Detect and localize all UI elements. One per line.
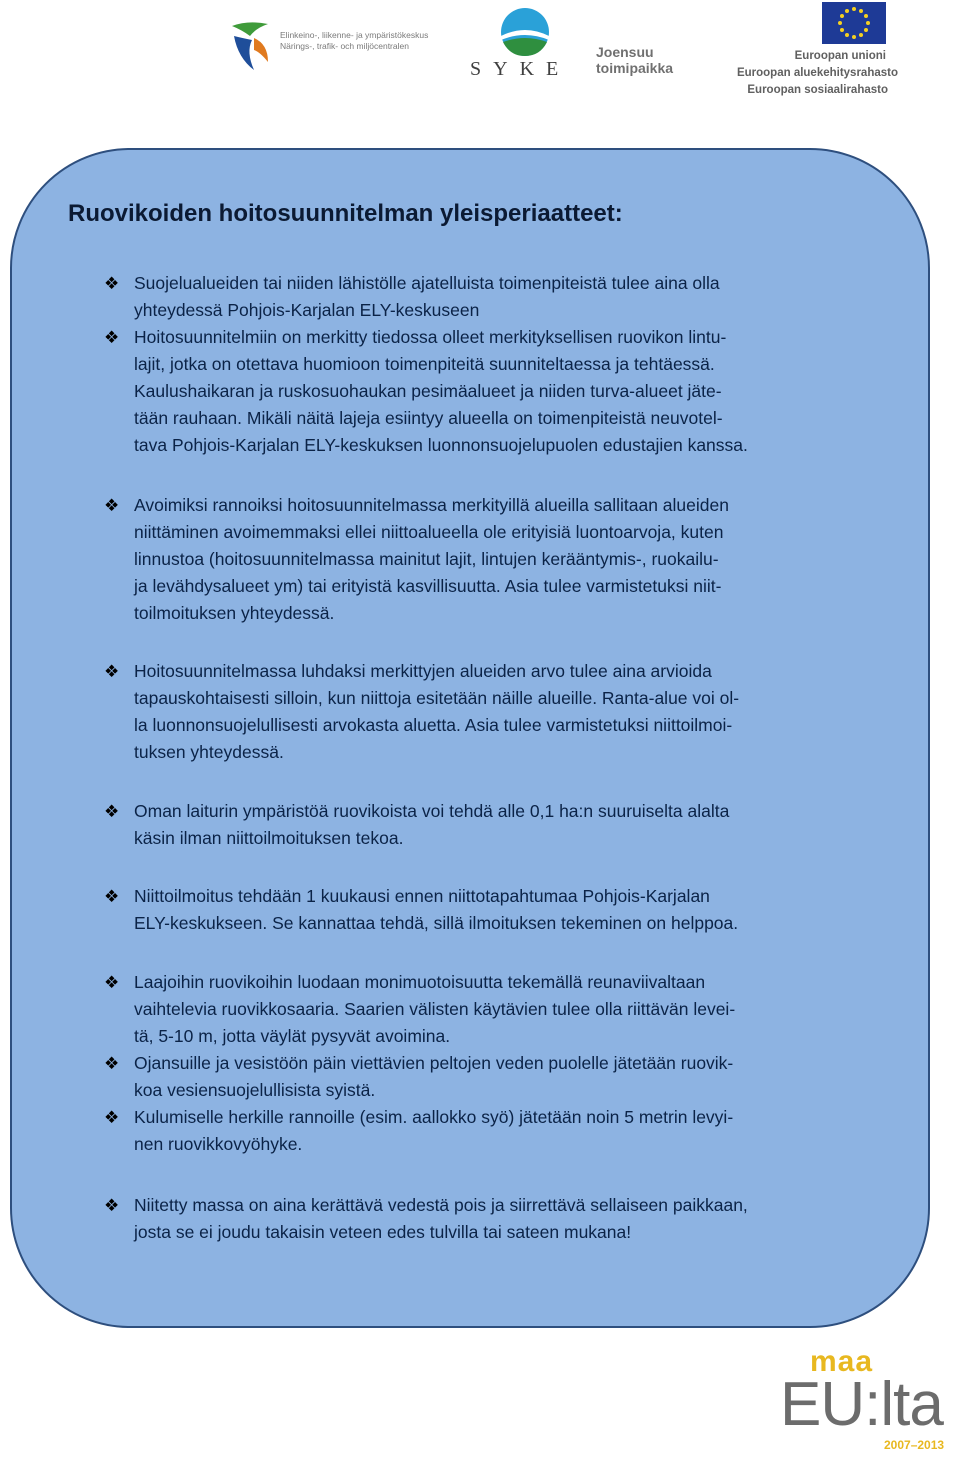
guideline-line: koa vesiensuojelullisista syistä. bbox=[134, 1080, 376, 1100]
guideline-item bbox=[134, 1050, 874, 1104]
ely-emblem-icon bbox=[228, 18, 276, 76]
guideline-item bbox=[134, 969, 874, 1050]
guideline-item bbox=[134, 798, 874, 852]
eu-line1: Euroopan unioni bbox=[794, 50, 886, 62]
guideline-line: linnustoa (hoitosuunnitelmassa mainitut lajit, lintujen kerääntymis-, ruokailu- bbox=[134, 549, 719, 569]
bullet-icon: ❖ bbox=[104, 274, 120, 293]
guideline-line: Niitetty massa on aina kerättävä vedestä pois ja siirrettävä sellaiseen paikkaan, bbox=[134, 1195, 748, 1215]
guideline-line: Suojelualueiden tai niiden lähistölle ajatelluista toimenpiteistä tulee aina olla bbox=[134, 273, 720, 293]
guideline-line: la luonnonsuojelullisesti arvokasta aluetta. Asia tulee varmistetuksi niittoilmoi- bbox=[134, 715, 733, 735]
bullet-icon: ❖ bbox=[104, 328, 120, 347]
bullet-icon: ❖ bbox=[104, 1108, 120, 1127]
guideline-line: tapauskohtaisesti silloin, kun niittoja esitetään näille alueille. Ranta-alue voi ol- bbox=[134, 688, 740, 708]
guideline-line: käsin ilman niittoilmoituksen tekoa. bbox=[134, 828, 404, 848]
joensuu-logo bbox=[596, 44, 696, 84]
guideline-item bbox=[134, 883, 874, 937]
guideline-item bbox=[134, 1104, 874, 1158]
guideline-line: Hoitosuunnitelmiin on merkitty tiedossa olleet merkityksellisen ruovikon lintu- bbox=[134, 327, 727, 347]
joensuu-line2: toimipaikka bbox=[596, 60, 674, 76]
bullet-icon: ❖ bbox=[104, 1196, 120, 1215]
guideline-line: Kaulushaikaran ja ruskosuohaukan pesimäalueet ja niiden turva-alueet jäte- bbox=[134, 381, 722, 401]
guideline-line: lajit, jotka on otettava huomioon toimenpiteitä suunniteltaessa ja tehtäessä. bbox=[134, 354, 715, 374]
guideline-line: Hoitosuunnitelmassa luhdaksi merkittyjen alueiden arvo tulee aina arvioida bbox=[134, 661, 712, 681]
eu-text bbox=[718, 48, 898, 99]
eu-funding-main: EU:lta bbox=[780, 1370, 943, 1439]
ely-logo bbox=[228, 18, 468, 78]
guideline-line: tä, 5-10 m, jotta väylät pysyvät avoimina. bbox=[134, 1026, 451, 1046]
syke-wordmark: SYKE bbox=[470, 58, 571, 80]
eu-logo bbox=[718, 0, 898, 100]
guideline-line: vaihtelevia ruovikkosaaria. Saarien välisten käytävien tulee olla riittävän levei- bbox=[134, 999, 736, 1019]
guideline-line: josta se ei joudu takaisin veteen edes tulvilla tai sateen mukana! bbox=[134, 1222, 632, 1242]
guideline-item bbox=[134, 492, 874, 627]
eu-funding-years: 2007–2013 bbox=[884, 1438, 945, 1452]
guideline-line: tään rauhaan. Mikäli näitä lajeja esiintyy alueella on toimenpiteistä neuvotel- bbox=[134, 408, 723, 428]
syke-logo bbox=[470, 6, 585, 86]
guideline-line: Avoimiksi rannoiksi hoitosuunnitelmassa merkityillä alueilla sallitaan alueiden bbox=[134, 495, 729, 515]
bullet-icon: ❖ bbox=[104, 1054, 120, 1073]
guideline-item bbox=[134, 270, 874, 324]
page-title: Ruovikoiden hoitosuunnitelman yleisperiaatteet: bbox=[68, 200, 623, 227]
ely-name-sv: Närings-, trafik- och miljöcentralen bbox=[280, 41, 409, 51]
bullet-icon: ❖ bbox=[104, 973, 120, 992]
eu-flag-icon bbox=[822, 2, 886, 44]
guideline-line: Niittoilmoitus tehdään 1 kuukausi ennen niittotapahtumaa Pohjois-Karjalan bbox=[134, 886, 710, 906]
guideline-line: Ojansuille ja vesistöön päin viettävien peltojen veden puolelle jätetään ruovik- bbox=[134, 1053, 734, 1073]
guideline-line: tuksen yhteydessä. bbox=[134, 742, 284, 762]
guideline-line: ELY-keskukseen. Se kannattaa tehdä, sillä ilmoituksen tekeminen on helppoa. bbox=[134, 913, 739, 933]
bullet-icon: ❖ bbox=[104, 887, 120, 906]
eu-funding-top: maa bbox=[810, 1345, 874, 1378]
ely-name-fi: Elinkeino-, liikenne- ja ympäristökeskus bbox=[280, 30, 429, 40]
bullet-icon: ❖ bbox=[104, 496, 120, 515]
joensuu-line1: Joensuu bbox=[596, 44, 654, 60]
eu-funding-logo bbox=[742, 1345, 960, 1458]
guideline-line: Laajoihin ruovikoihin luodaan monimuotoisuutta tekemällä reunaviivaltaan bbox=[134, 972, 706, 992]
bullet-icon: ❖ bbox=[104, 662, 120, 681]
eu-line2: Euroopan aluekehitysrahasto bbox=[736, 67, 898, 79]
guideline-line: toilmoituksen yhteydessä. bbox=[134, 603, 335, 623]
guideline-line: tava Pohjois-Karjalan ELY-keskuksen luonnonsuojelupuolen edustajien kanssa. bbox=[134, 435, 748, 455]
guideline-line: yhteydessä Pohjois-Karjalan ELY-keskuseen bbox=[134, 300, 480, 320]
guideline-item bbox=[134, 658, 874, 766]
guideline-line: Oman laiturin ympäristöä ruovikoista voi tehdä alle 0,1 ha:n suuruiselta alalta bbox=[134, 801, 730, 821]
eu-line3: Euroopan sosiaalirahasto bbox=[747, 84, 888, 96]
guideline-line: nen ruovikkovyöhyke. bbox=[134, 1134, 303, 1154]
guideline-line: niittäminen avoimemmaksi ellei niittoalueella ole erityisiä luontoarvoja, kuten bbox=[134, 522, 724, 542]
bullet-icon: ❖ bbox=[104, 802, 120, 821]
guideline-item bbox=[134, 324, 874, 459]
guideline-line: ja levähdysalueet ym) tai erityistä kasvillisuutta. Asia tulee varmistetuksi niit- bbox=[134, 576, 722, 596]
syke-emblem-icon bbox=[470, 6, 580, 58]
guideline-item bbox=[134, 1192, 874, 1246]
ely-name-text bbox=[280, 30, 428, 52]
guideline-line: Kulumiselle herkille rannoille (esim. aallokko syö) jätetään noin 5 metrin levyi- bbox=[134, 1107, 734, 1127]
